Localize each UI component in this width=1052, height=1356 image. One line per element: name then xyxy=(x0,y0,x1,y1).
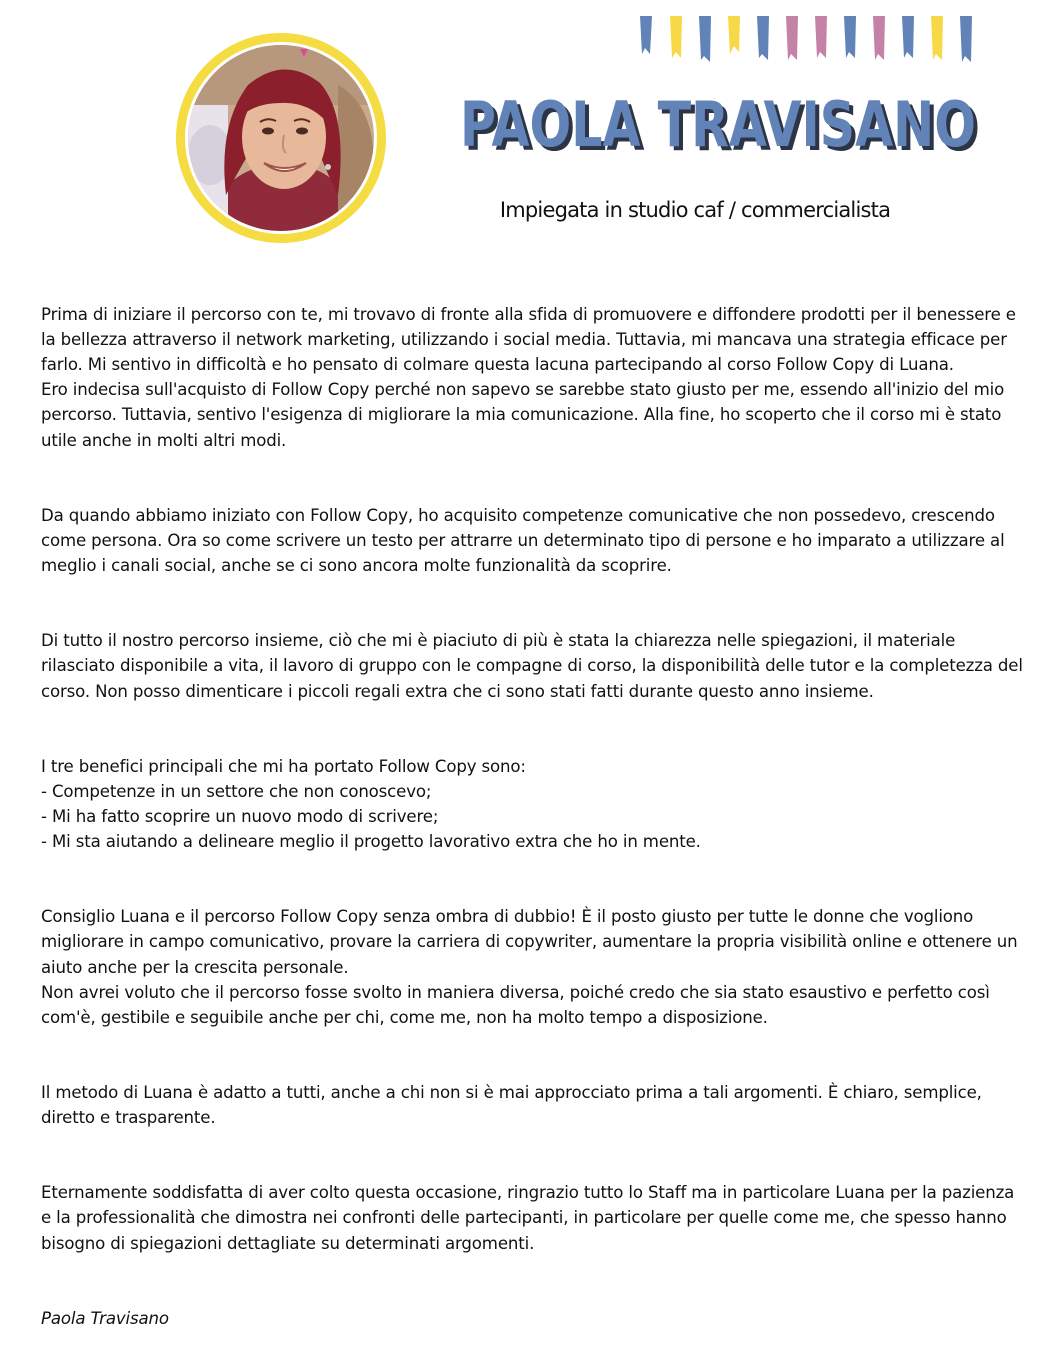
page-title: PAOLA TRAVISANO xyxy=(460,88,976,161)
banner-stripe xyxy=(844,16,856,58)
avatar-photo xyxy=(188,45,374,231)
testimonial-paragraph: Prima di iniziare il percorso con te, mi trovavo di fronte alla sfida di promuovere e diffondere prodotti per il benessere e la bellezza attraverso il network marketing, utilizzando i social media. Tuttavia, mi mancava una strategia efficace per farlo. Mi sentivo in difficoltà e ho pensato di colmare questa lacuna partecipando al corso Follow Copy di Luana. Ero indecisa sull'acquisto di Follow Copy perché non sapevo se sarebbe stato giusto per me, essendo all'inizio del mio percorso. Tuttavia, sentivo l'esigenza di migliorare la mia comunicazione. Alla fine, ho scoperto che il corso mi è stato utile anche in molti altri modi. xyxy=(41,305,1016,450)
signature: Paola Travisano xyxy=(41,1308,169,1328)
benefits-list: I tre benefici principali che mi ha portato Follow Copy sono: - Competenze in un settore che non conoscevo; - Mi ha fatto scoprire un nuovo modo di scrivere; - Mi sta aiutando a delineare meglio il progetto lavorativo extra che ho in mente. xyxy=(41,756,701,852)
decorative-banner xyxy=(636,14,986,66)
banner-stripe xyxy=(786,16,798,60)
testimonial-paragraph: Eternamente soddisfatta di aver colto questa occasione, ringrazio tutto lo Staff ma in particolare Luana per la pazienza e la professionalità che dimostra nei confronti delle partecipanti, in particolare per quelle come me, che spesso hanno bisogno di spiegazioni dettagliate su determinati argomenti. xyxy=(41,1183,1015,1253)
banner-stripe xyxy=(960,16,972,62)
name-heading xyxy=(452,84,992,164)
testimonial-body xyxy=(41,277,1026,1356)
testimonial-paragraph: Consiglio Luana e il percorso Follow Copy senza ombra di dubbio! È il posto giusto per tutte le donne che vogliono migliorare in campo comunicativo, provare la carriera di copywriter, aumentare la propria visibilità online e ottenere un aiuto anche per la crescita personale. Non avrei voluto che il percorso fosse svolto in maniera diversa, poiché credo che sia stato esaustivo e perfetto così com'è, gestibile e seguibile anche per chi, come me, non ha molto tempo a disposizione. xyxy=(41,907,1018,1027)
role-subtitle: Impiegata in studio caf / commercialista xyxy=(499,198,891,222)
testimonial-paragraph: Di tutto il nostro percorso insieme, ciò che mi è piaciuto di più è stata la chiarezza nelle spiegazioni, il materiale rilasciato disponibile a vita, il lavoro di gruppo con le compagne di corso, la disponibilità delle tutor e la completezza del corso. Non posso dimenticare i piccoli regali extra che ci sono stati fatti durante questo anno insieme. xyxy=(41,631,1023,701)
name-heading-shadow: PAOLA TRAVISANO xyxy=(464,92,980,164)
banner-stripe xyxy=(815,16,827,58)
banner-stripe xyxy=(931,16,943,60)
banner-stripe xyxy=(728,16,740,54)
testimonial-paragraph: Il metodo di Luana è adatto a tutti, anche a chi non si è mai approcciato prima a tali argomenti. È chiaro, semplice, diretto e trasparente. xyxy=(41,1083,982,1128)
banner-stripe xyxy=(699,16,711,62)
testimonial-paragraph: Da quando abbiamo iniziato con Follow Copy, ho acquisito competenze comunicative che non possedevo, crescendo come persona. Ora so come scrivere un testo per attrarre un determinato tipo di persone e ho imparato a utilizzare al meglio i canali social, anche se ci sono ancora molte funzionalità da scoprire. xyxy=(41,505,1005,576)
portrait-illustration xyxy=(188,45,374,231)
avatar-border xyxy=(185,42,377,234)
banner-stripe xyxy=(670,16,682,58)
banner-stripe xyxy=(640,16,652,54)
banner-stripe xyxy=(902,16,914,58)
banner-stripe xyxy=(757,16,769,60)
avatar xyxy=(176,33,386,243)
banner-stripe xyxy=(873,16,885,60)
